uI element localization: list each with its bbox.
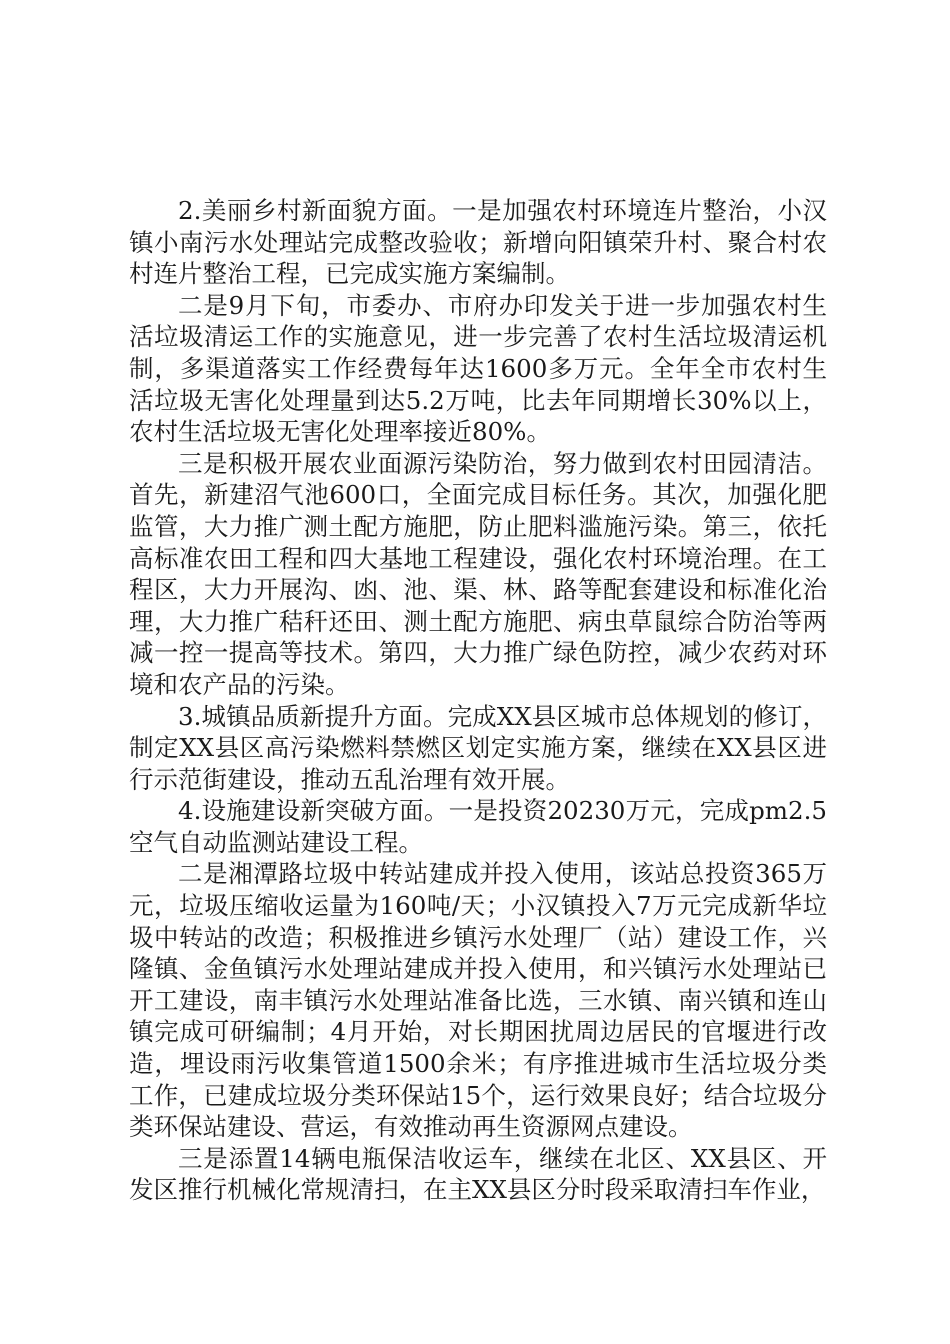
- paragraph-facility-construction: 4.设施建设新突破方面。一是投资20230万元，完成pm2.5空气自动监测站建设工程。: [129, 796, 827, 857]
- paragraph-urban-quality: 3.城镇品质新提升方面。完成XX县区城市总体规划的修订，制定XX县区高污染燃料禁燃区划定实施方案，继续在XX县区进行示范街建设，推动五乱治理有效开展。: [129, 701, 827, 794]
- paragraph-garbage-collection: 二是9月下旬，市委办、市府办印发关于进一步加强农村生活垃圾清运工作的实施意见，进一步完善了农村生活垃圾清运机制，多渠道落实工作经费每年达1600多万元。全年全市农村生活垃圾无害化处理量到达5.2万吨，比去年同期增长30%以上，农村生活垃圾无害化处理率接近80%。: [129, 290, 827, 447]
- paragraph-agricultural-pollution: 三是积极开展农业面源污染防治，努力做到农村田园清洁。首先，新建沼气池600口，全面完成目标任务。其次，加强化肥监管，大力推广测土配方施肥，防止肥料滥施污染。第三，依托高标准农田工程和四大基地工程建设，强化农村环境治理。在工程区，大力开展沟、凼、池、渠、林、路等配套建设和标准化治理，大力推广秸秆还田、测土配方施肥、病虫草鼠综合防治等两减一控一提高等技术。第四，大力推广绿色防控，减少农药对环境和农产品的污染。: [129, 448, 827, 699]
- paragraph-rural-appearance: 2.美丽乡村新面貌方面。一是加强农村环境连片整治，小汉镇小南污水处理站完成整改验收；新增向阳镇荣升村、聚合村农村连片整治工程，已完成实施方案编制。: [129, 196, 827, 289]
- document-body: [129, 195, 827, 1206]
- paragraph-transfer-stations: 二是湘潭路垃圾中转站建成并投入使用，该站总投资365万元，垃圾压缩收运量为160吨/天；小汉镇投入7万元完成新华垃圾中转站的改造；积极推进乡镇污水处理厂（站）建设工作，兴隆镇、金鱼镇污水处理站建成并投入使用，和兴镇污水处理站已开工建设，南丰镇污水处理站准备比选，三水镇、南兴镇和连山镇完成可研编制；4月开始，对长期困扰周边居民的官堰进行改造，埋设雨污收集管道1500余米；有序推进城市生活垃圾分类工作，已建成垃圾分类环保站15个，运行效果良好；结合垃圾分类环保站建设、营运，有效推动再生资源网点建设。: [129, 859, 827, 1142]
- paragraph-cleaning-vehicles: 三是添置14辆电瓶保洁收运车，继续在北区、XX县区、开发区推行机械化常规清扫，在主XX县区分时段采取清扫车作业，: [129, 1143, 827, 1205]
